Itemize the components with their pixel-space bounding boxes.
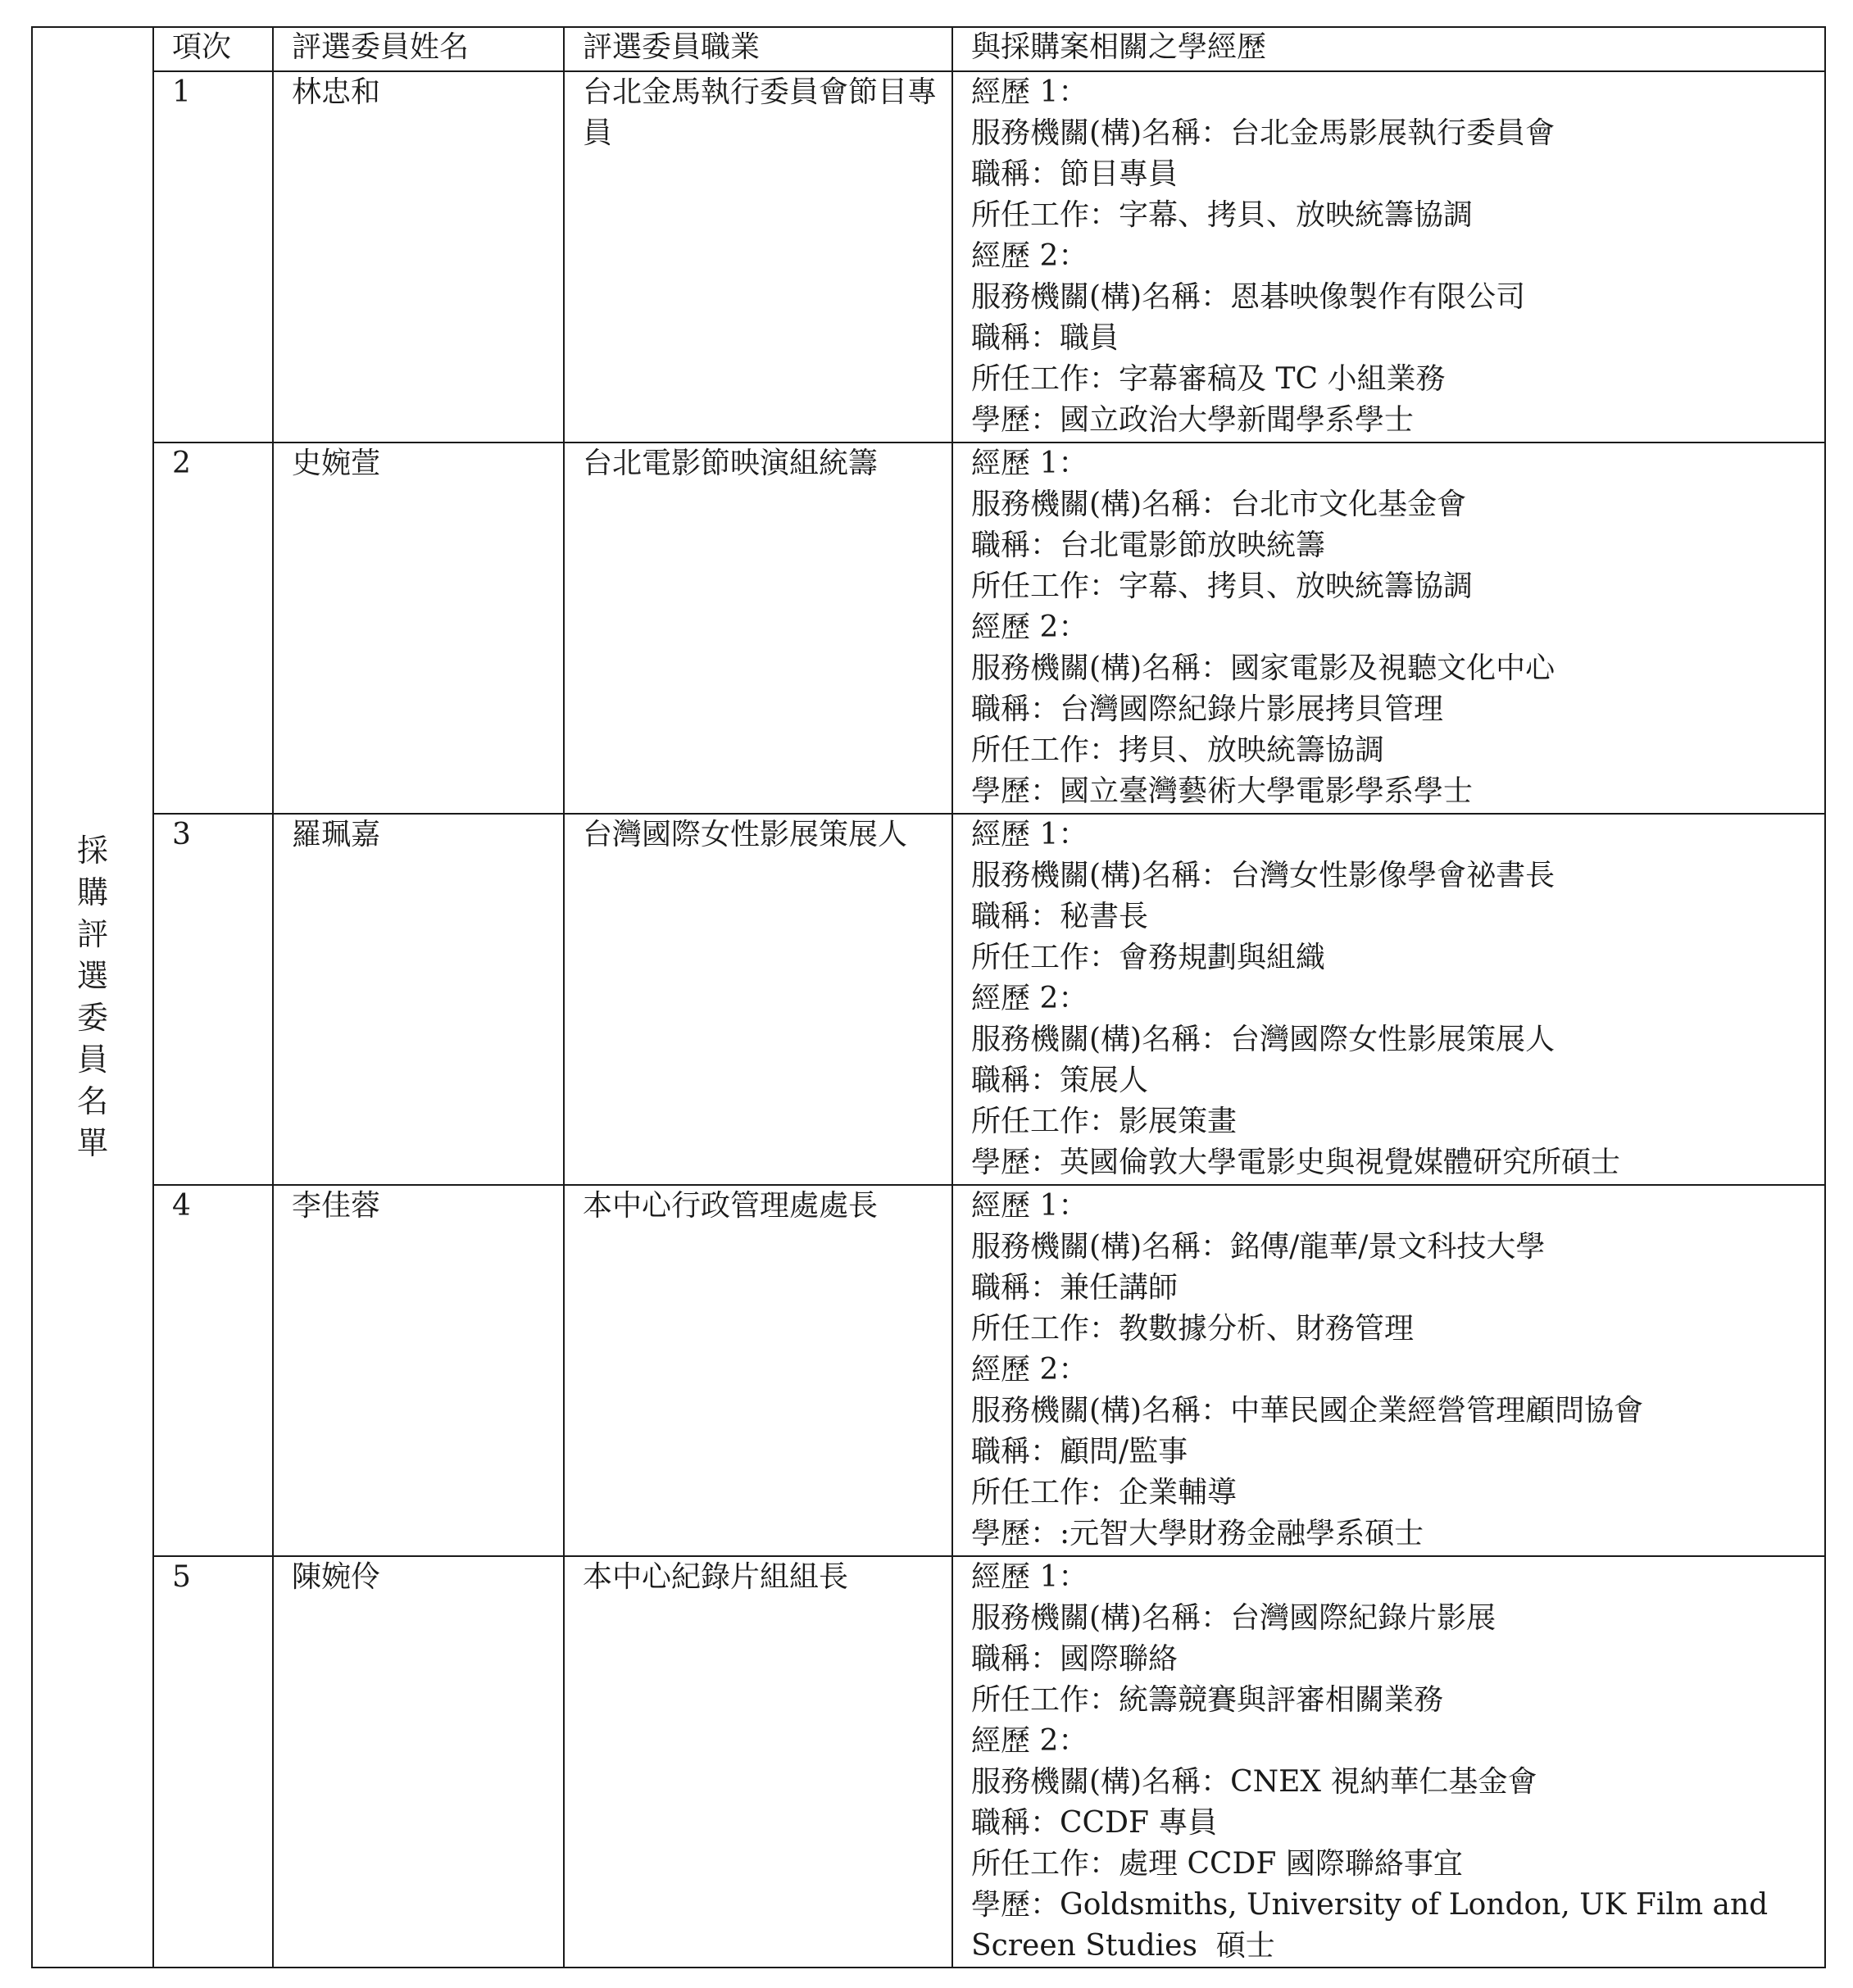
experience-line: 服務機關(構)名稱：台灣國際女性影展策展人	[971, 1023, 1556, 1056]
experience-line: 經歷 2：	[971, 610, 1088, 644]
experience-line: 職稱：國際聯絡	[971, 1642, 1179, 1676]
experience-line: 服務機關(構)名稱：CNEX 視納華仁基金會	[971, 1765, 1537, 1799]
experience-line: 經歷 1：	[971, 75, 1088, 109]
table-row	[32, 1185, 1825, 1556]
experience-line: 所任工作：統籌競賽與評審相關業務	[971, 1683, 1444, 1717]
member-name: 羅珮嘉	[273, 814, 564, 1185]
experience-line: 所任工作：字幕審稿及 TC 小組業務	[971, 362, 1446, 396]
table-header-row	[32, 27, 1825, 71]
item-number: 2	[153, 443, 273, 814]
member-occupation: 本中心紀錄片組組長	[564, 1556, 952, 1968]
header-related-experience: 與採購案相關之學經歷	[952, 27, 1825, 71]
item-number: 1	[153, 71, 273, 443]
experience-line: 學歷：Goldsmiths, University of London, UK Film and Screen Studies 碩士	[971, 1888, 1778, 1963]
experience-line: 職稱：策展人	[971, 1064, 1149, 1097]
experience-line: 服務機關(構)名稱：台灣女性影像學會祕書長	[971, 859, 1556, 892]
member-experience	[952, 1556, 1825, 1968]
experience-line: 所任工作：字幕、拷貝、放映統籌協調	[971, 198, 1474, 232]
experience-line: 職稱：顧問/監事	[971, 1435, 1188, 1468]
experience-line: 服務機關(構)名稱：國家電影及視聽文化中心	[971, 651, 1556, 685]
experience-line: 服務機關(構)名稱：台北市文化基金會	[971, 488, 1467, 521]
experience-line: 服務機關(構)名稱：銘傳/龍華/景文科技大學	[971, 1230, 1546, 1264]
member-name: 李佳蓉	[273, 1185, 564, 1556]
experience-line: 學歷：:元智大學財務金融學系碩士	[971, 1517, 1424, 1550]
experience-line: 經歷 1：	[971, 818, 1088, 851]
experience-line: 職稱：CCDF 專員	[971, 1806, 1218, 1840]
member-experience	[952, 443, 1825, 814]
table-row	[32, 71, 1825, 443]
member-experience	[952, 71, 1825, 443]
experience-line: 職稱：職員	[971, 321, 1120, 355]
experience-line: 職稱：秘書長	[971, 900, 1149, 933]
experience-line: 經歷 2：	[971, 982, 1088, 1015]
experience-line: 所任工作：會務規劃與組織	[971, 941, 1326, 974]
experience-line: 所任工作：企業輔導	[971, 1476, 1238, 1509]
experience-line: 經歷 1：	[971, 1189, 1088, 1223]
member-occupation: 台北金馬執行委員會節目專員	[564, 71, 952, 443]
member-experience	[952, 1185, 1825, 1556]
side-label-cell	[32, 27, 153, 1968]
experience-line: 服務機關(構)名稱：恩碁映像製作有限公司	[971, 280, 1526, 314]
experience-line: 職稱：台北電影節放映統籌	[971, 529, 1326, 562]
member-experience	[952, 814, 1825, 1185]
experience-line: 經歷 1：	[971, 447, 1088, 480]
member-name: 陳婉伶	[273, 1556, 564, 1968]
member-occupation: 台灣國際女性影展策展人	[564, 814, 952, 1185]
experience-line: 所任工作：影展策畫	[971, 1105, 1238, 1138]
experience-line: 經歷 2：	[971, 239, 1088, 273]
experience-line: 職稱：節目專員	[971, 157, 1179, 191]
table-row	[32, 443, 1825, 814]
member-name: 史婉萱	[273, 443, 564, 814]
experience-line: 職稱：兼任講師	[971, 1271, 1179, 1305]
experience-line: 服務機關(構)名稱：台灣國際紀錄片影展	[971, 1601, 1496, 1635]
experience-line: 所任工作：字幕、拷貝、放映統籌協調	[971, 570, 1474, 603]
experience-line: 所任工作：教數據分析、財務管理	[971, 1312, 1415, 1346]
evaluation-committee-table	[31, 26, 1826, 1968]
experience-line: 學歷：國立政治大學新聞學系學士	[971, 403, 1415, 437]
header-item-number: 項次	[153, 27, 273, 71]
member-name: 林忠和	[273, 71, 564, 443]
experience-line: 經歷 2：	[971, 1724, 1088, 1758]
item-number: 5	[153, 1556, 273, 1968]
experience-line: 學歷：國立臺灣藝術大學電影學系學士	[971, 774, 1474, 808]
side-label: 採購評選委員名單	[76, 833, 108, 1161]
table-row	[32, 814, 1825, 1185]
experience-line: 所任工作：拷貝、放映統籌協調	[971, 733, 1385, 767]
experience-line: 所任工作：處理 CCDF 國際聯絡事宜	[971, 1847, 1463, 1881]
experience-line: 學歷：英國倫敦大學電影史與視覺媒體研究所碩士	[971, 1146, 1621, 1179]
item-number: 3	[153, 814, 273, 1185]
experience-line: 服務機關(構)名稱：中華民國企業經營管理顧問協會	[971, 1394, 1644, 1427]
member-occupation: 本中心行政管理處處長	[564, 1185, 952, 1556]
experience-line: 經歷 2：	[971, 1353, 1088, 1387]
experience-line: 職稱：台灣國際紀錄片影展拷貝管理	[971, 692, 1444, 726]
member-occupation: 台北電影節映演組統籌	[564, 443, 952, 814]
header-member-occupation: 評選委員職業	[564, 27, 952, 71]
table-row	[32, 1556, 1825, 1968]
experience-line: 服務機關(構)名稱：台北金馬影展執行委員會	[971, 116, 1556, 150]
item-number: 4	[153, 1185, 273, 1556]
header-member-name: 評選委員姓名	[273, 27, 564, 71]
experience-line: 經歷 1：	[971, 1560, 1088, 1594]
